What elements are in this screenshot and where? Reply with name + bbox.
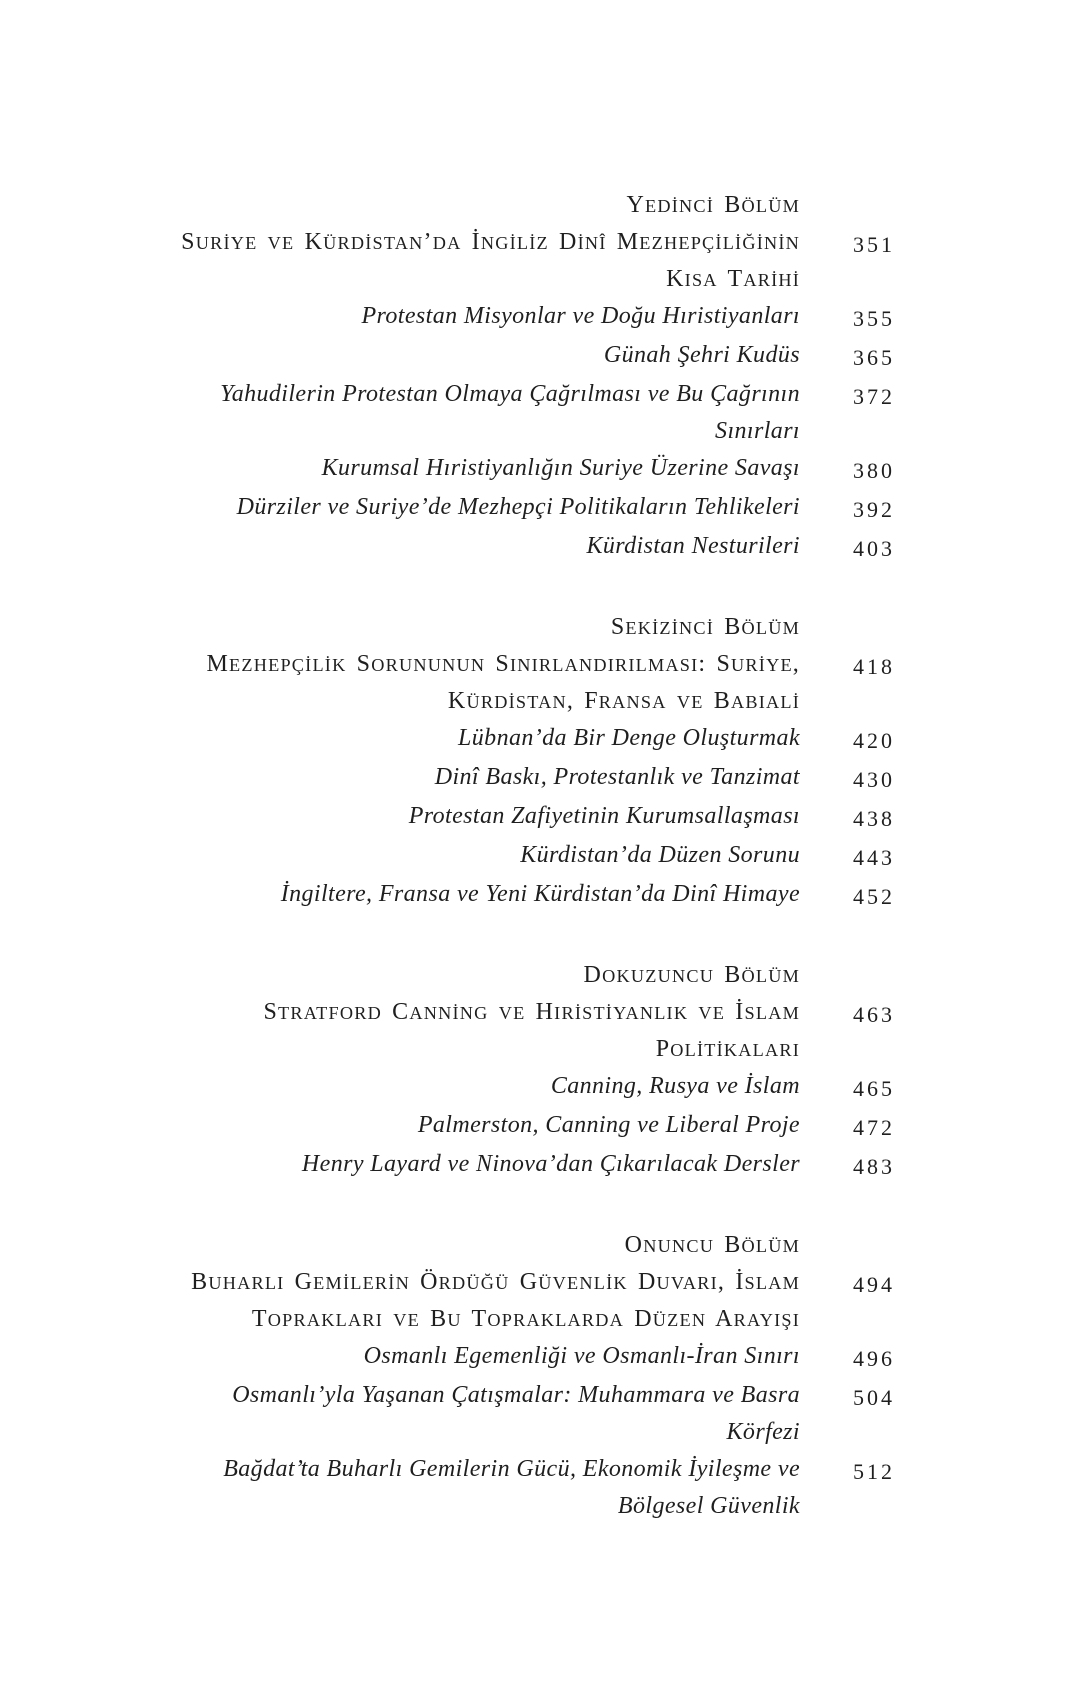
toc-entry [155, 1338, 895, 1377]
toc-entry [155, 1146, 895, 1185]
entry-title-line: Kürdistan Nesturileri [586, 533, 800, 559]
toc-entry [155, 1068, 895, 1107]
entry-title-line: Dürziler ve Suriye’de Mezhepçi Politikaların Tehlikeleri [236, 494, 800, 520]
entry-title [155, 1377, 800, 1451]
entry-title-line: İngiltere, Fransa ve Yeni Kürdistan’da Dinî Himaye [280, 881, 800, 907]
entry-page-number: 443 [853, 845, 895, 870]
entry-title [155, 720, 800, 757]
entry-title [155, 759, 800, 796]
entry-title [155, 1264, 800, 1338]
toc-entry [155, 759, 895, 798]
chapter-page-spacer [800, 1227, 895, 1229]
toc-entry [155, 798, 895, 837]
toc [155, 187, 895, 1525]
entry-title-line: Bağdat’ta Buharlı Gemilerin Gücü, Ekonomik İyileşme ve [223, 1456, 800, 1482]
entry-title-line: Osmanlı Egemenliği ve Osmanlı-İran Sınırı [363, 1343, 800, 1369]
entry-title-line: Lübnan’da Bir Denge Oluşturmak [458, 725, 800, 751]
entry-title-line: Osmanlı’yla Yaşanan Çatışmalar: Muhammara ve Basra [232, 1382, 800, 1408]
toc-entry [155, 994, 895, 1068]
chapter-page-spacer [800, 609, 895, 611]
entry-page-number: 355 [853, 306, 895, 331]
entry-title-line: Bölgesel Güvenlik [617, 1493, 800, 1519]
entry-title-line: Günah Şehri Kudüs [603, 342, 800, 368]
entry-title [155, 798, 800, 835]
toc-entry [155, 528, 895, 567]
entry-title-line: Körfezi [726, 1419, 800, 1445]
entry-title [155, 298, 800, 335]
chapter-heading-text: DOKUZUNCU BÖLÜM [583, 962, 800, 988]
entry-page-number: 372 [853, 384, 895, 409]
entry-page-number: 463 [853, 1002, 895, 1027]
toc-entry [155, 876, 895, 915]
entry-title-line: Henry Layard ve Ninova’dan Çıkarılacak Dersler [301, 1151, 800, 1177]
entry-page-number: 392 [853, 497, 895, 522]
chapter-heading-row [155, 187, 895, 224]
chapter-page-spacer [800, 187, 895, 189]
entry-title [155, 376, 800, 450]
toc-entry [155, 376, 895, 450]
toc-entry [155, 450, 895, 489]
chapter-heading [155, 609, 800, 646]
entry-title [155, 224, 800, 298]
entry-page-number: 380 [853, 458, 895, 483]
entry-title [155, 450, 800, 487]
chapter-heading-row [155, 1227, 895, 1264]
entry-title-line: Palmerston, Canning ve Liberal Proje [417, 1112, 800, 1138]
entry-title-line: Kürdistan’da Düzen Sorunu [520, 842, 800, 868]
entry-title [155, 528, 800, 565]
toc-entry [155, 489, 895, 528]
chapter-heading [155, 1227, 800, 1264]
entry-title-line: Kurumsal Hıristiyanlığın Suriye Üzerine Savaşı [321, 455, 800, 481]
entry-page-number: 494 [853, 1272, 895, 1297]
toc-entry [155, 1377, 895, 1451]
chapter-heading-row [155, 609, 895, 646]
entry-page-number: 438 [853, 806, 895, 831]
entry-title-line: Sınırları [715, 418, 800, 444]
chapter-heading-row [155, 957, 895, 994]
toc-entry [155, 224, 895, 298]
toc-entry [155, 298, 895, 337]
entry-title-line: TOPRAKLARI VE BU TOPRAKLARDA DÜZEN ARAYIŞI [251, 1306, 800, 1332]
entry-title-line: KISA TARİHİ [666, 266, 800, 292]
entry-title [155, 876, 800, 913]
entry-title [155, 1338, 800, 1375]
entry-title-line: POLİTİKALARI [655, 1036, 800, 1062]
entry-title [155, 1146, 800, 1183]
chapter-heading-text: YEDİNCİ BÖLÜM [626, 192, 800, 218]
chapter-heading-text: SEKİZİNCİ BÖLÜM [610, 614, 800, 640]
entry-title-line: KÜRDİSTAN, FRANSA VE BABIALİ [447, 688, 800, 714]
entry-title [155, 1451, 800, 1525]
entry-title [155, 1068, 800, 1105]
entry-page-number: 452 [853, 884, 895, 909]
entry-title-line: STRATFORD CANNİNG VE HIRİSTİYANLIK VE İSLAM [263, 999, 800, 1025]
toc-entry [155, 720, 895, 759]
entry-title-line: Dinî Baskı, Protestanlık ve Tanzimat [434, 764, 800, 790]
entry-page-number: 365 [853, 345, 895, 370]
toc-entry [155, 1264, 895, 1338]
entry-title-line: Protestan Misyonlar ve Doğu Hıristiyanları [361, 303, 800, 329]
entry-title-line: BUHARLI GEMİLERİN ÖRDÜĞÜ GÜVENLİK DUVARI, İSLAM [191, 1269, 800, 1295]
entry-page-number: 472 [853, 1115, 895, 1140]
toc-entry [155, 1451, 895, 1525]
entry-title [155, 489, 800, 526]
entry-page-number: 430 [853, 767, 895, 792]
entry-title-line: Protestan Zafiyetinin Kurumsallaşması [408, 803, 800, 829]
entry-page-number: 496 [853, 1346, 895, 1371]
entry-title [155, 646, 800, 720]
toc-entry [155, 1107, 895, 1146]
toc-entry [155, 837, 895, 876]
entry-page-number: 465 [853, 1076, 895, 1101]
toc-entry [155, 337, 895, 376]
entry-page-number: 512 [853, 1459, 895, 1484]
entry-page-number: 420 [853, 728, 895, 753]
toc-entry [155, 646, 895, 720]
chapter-heading [155, 187, 800, 224]
entry-title [155, 994, 800, 1068]
entry-title-line: MEZHEPÇİLİK SORUNUNUN SINIRLANDIRILMASI: SURİYE, [206, 651, 800, 677]
entry-title [155, 1107, 800, 1144]
entry-page-number: 403 [853, 536, 895, 561]
entry-page-number: 418 [853, 654, 895, 679]
entry-page-number: 483 [853, 1154, 895, 1179]
entry-title [155, 837, 800, 874]
entry-page-number: 504 [853, 1385, 895, 1410]
entry-title-line: Yahudilerin Protestan Olmaya Çağrılması ve Bu Çağrının [220, 381, 800, 407]
entry-title [155, 337, 800, 374]
entry-title-line: Canning, Rusya ve İslam [550, 1073, 800, 1099]
chapter-page-spacer [800, 957, 895, 959]
entry-title-line: SURİYE VE KÜRDİSTAN’DA İNGİLİZ DİNÎ MEZHEPÇİLİĞİNİN [181, 229, 800, 255]
entry-page-number: 351 [853, 232, 895, 257]
chapter-heading [155, 957, 800, 994]
chapter-heading-text: ONUNCU BÖLÜM [624, 1232, 800, 1258]
